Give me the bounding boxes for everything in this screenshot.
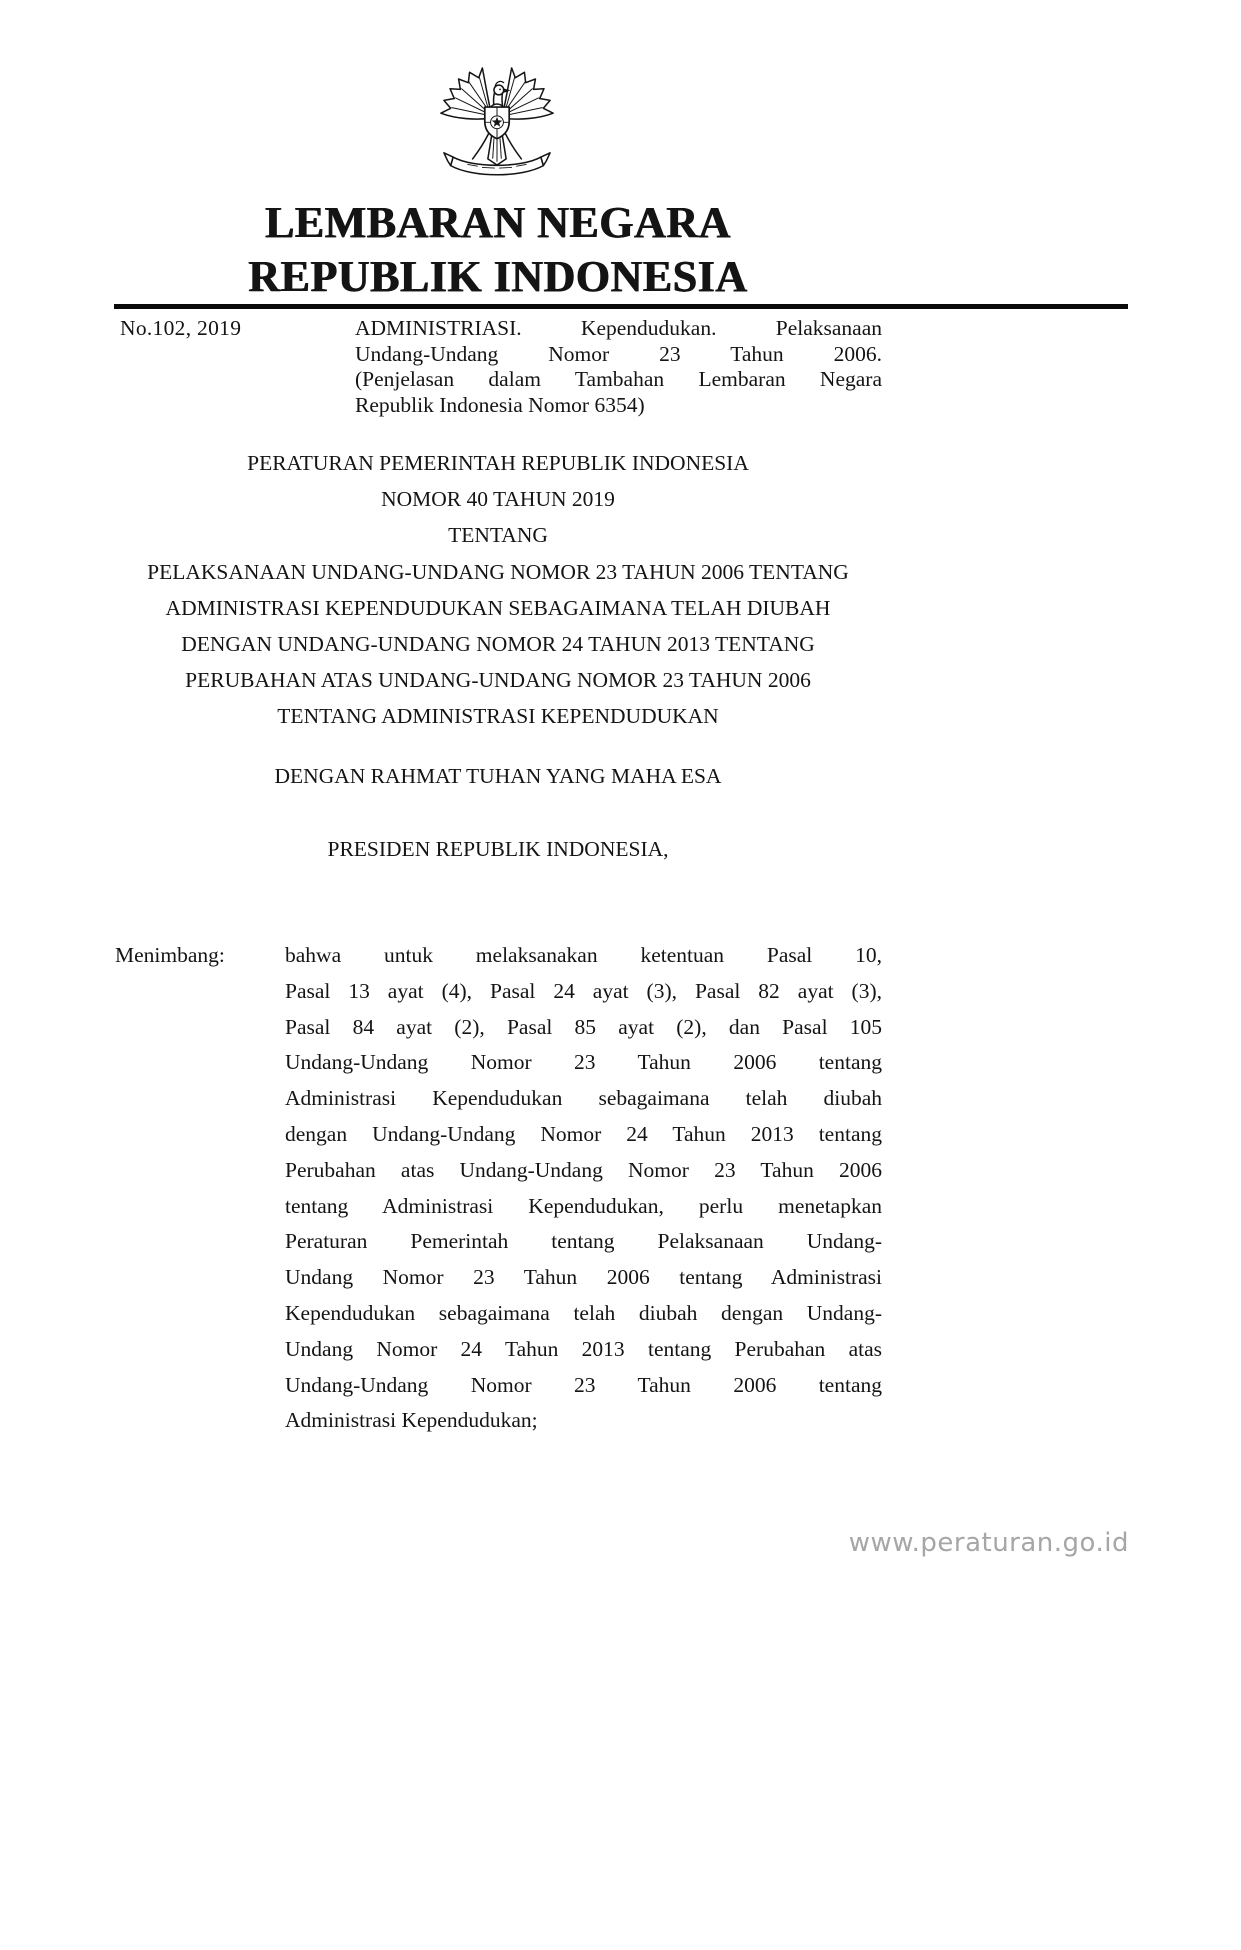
garuda-pancasila-emblem	[436, 54, 558, 190]
text-line: PELAKSANAAN UNDANG-UNDANG NOMOR 23 TAHUN 2006 TENTANG	[147, 559, 849, 584]
text-line: dengan Undang-Undang Nomor 24 Tahun 2013 tentang	[285, 1121, 882, 1146]
masthead-line-2: REPUBLIK INDONESIA	[248, 252, 748, 301]
text-line: Perubahan atas Undang-Undang Nomor 23 Tahun 2006	[285, 1157, 882, 1182]
text-line: TENTANG	[448, 523, 548, 548]
text-line: TENTANG ADMINISTRASI KEPENDUDUKAN	[277, 704, 719, 729]
text-line: NOMOR 40 TAHUN 2019	[381, 487, 615, 512]
text-line: Kependudukan sebagaimana telah diubah dengan Undang-	[285, 1300, 882, 1325]
text-line: Pasal 13 ayat (4), Pasal 24 ayat (3), Pasal 82 ayat (3),	[285, 978, 882, 1003]
text-line: DENGAN UNDANG-UNDANG NOMOR 24 TAHUN 2013 TENTANG	[181, 632, 815, 657]
text-line: Administrasi Kependudukan;	[285, 1408, 538, 1433]
text-line: (Penjelasan dalam Tambahan Lembaran Negara	[355, 367, 882, 392]
text-line: Undang-Undang Nomor 23 Tahun 2006 tentang	[285, 1372, 882, 1397]
masthead-title	[115, 196, 881, 304]
text-line: Peraturan Pemerintah tentang Pelaksanaan Undang-	[285, 1229, 882, 1254]
masthead-line-1: LEMBARAN NEGARA	[265, 198, 731, 247]
masthead-rule	[114, 304, 1128, 309]
considering-label: Menimbang:	[115, 943, 225, 967]
text-line: tentang Administrasi Kependudukan, perlu menetapkan	[285, 1193, 882, 1218]
text-line: Republik Indonesia Nomor 6354)	[355, 392, 645, 417]
text-line: ADMINISTRIASI. Kependudukan. Pelaksanaan	[355, 316, 882, 340]
text-line: PERUBAHAN ATAS UNDANG-UNDANG NOMOR 23 TAHUN 2006	[185, 668, 811, 693]
text-line: Undang-Undang Nomor 23 Tahun 2006.	[355, 341, 882, 366]
text-line: Pasal 84 ayat (2), Pasal 85 ayat (2), dan Pasal 105	[285, 1014, 882, 1039]
text-line: Administrasi Kependudukan sebagaimana telah diubah	[285, 1086, 882, 1111]
text-line: ADMINISTRASI KEPENDUDUKAN SEBAGAIMANA TELAH DIUBAH	[165, 595, 831, 620]
subject-abstract	[355, 316, 882, 418]
text-line: PERATURAN PEMERINTAH REPUBLIK INDONESIA	[247, 451, 749, 475]
watermark-url: www.peraturan.go.id	[848, 1528, 1129, 1558]
regulation-heading	[115, 445, 881, 735]
gazette-number: No.102, 2019	[120, 316, 242, 340]
text-line: Undang Nomor 23 Tahun 2006 tentang Administrasi	[285, 1265, 882, 1290]
invocation-line: DENGAN RAHMAT TUHAN YANG MAHA ESA	[274, 764, 722, 788]
text-line: Undang-Undang Nomor 23 Tahun 2006 tentang	[285, 1050, 882, 1075]
considering-text	[285, 938, 882, 1439]
text-line: Undang Nomor 24 Tahun 2013 tentang Perubahan atas	[285, 1336, 882, 1361]
text-line: bahwa untuk melaksanakan ketentuan Pasal 10,	[285, 943, 882, 967]
authority-line: PRESIDEN REPUBLIK INDONESIA,	[327, 837, 669, 861]
